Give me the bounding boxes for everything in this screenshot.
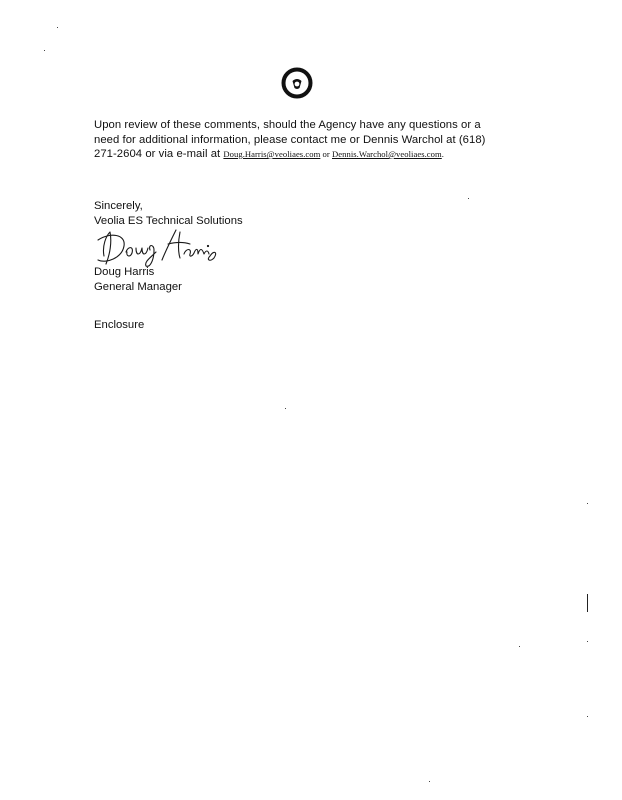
- scan-speck: [587, 641, 588, 642]
- salutation: Sincerely,: [94, 200, 143, 212]
- signer-name: Doug Harris: [94, 266, 155, 278]
- body-line-3: [94, 147, 514, 162]
- scan-speck: [587, 716, 588, 717]
- closing-block: [94, 199, 243, 228]
- scan-speck: [587, 503, 588, 504]
- body-line-3-suffix: .: [441, 149, 444, 159]
- signer-block: [94, 265, 182, 294]
- scan-speck: [519, 646, 520, 647]
- email-link-doug-harris[interactable]: Doug.Harris@veoliaes.com: [223, 149, 321, 159]
- email-link-dennis-warchol[interactable]: Dennis.Warchol@veoliaes.com: [332, 149, 442, 159]
- scan-speck: [429, 781, 430, 782]
- veolia-circle-logo-icon: [280, 66, 314, 100]
- scan-speck: [57, 27, 58, 28]
- signer-title: General Manager: [94, 280, 182, 293]
- body-paragraph: [94, 118, 514, 162]
- body-line-3-prefix: 271-2604 or via e-mail at: [94, 148, 224, 160]
- scan-speck: [44, 50, 45, 51]
- company-name: Veolia ES Technical Solutions: [94, 214, 243, 227]
- enclosure-label: Enclosure: [94, 319, 145, 331]
- email-or-text: or: [320, 149, 332, 159]
- handwritten-signature: [92, 226, 222, 270]
- body-line-1: Upon review of these comments, should the Agency have any questions or a: [94, 119, 481, 131]
- body-line-2: need for additional information, please contact me or Dennis Warchol at (618): [94, 133, 486, 146]
- scan-speck: [468, 198, 469, 199]
- scan-mark: [587, 594, 588, 612]
- scan-speck: [285, 408, 286, 409]
